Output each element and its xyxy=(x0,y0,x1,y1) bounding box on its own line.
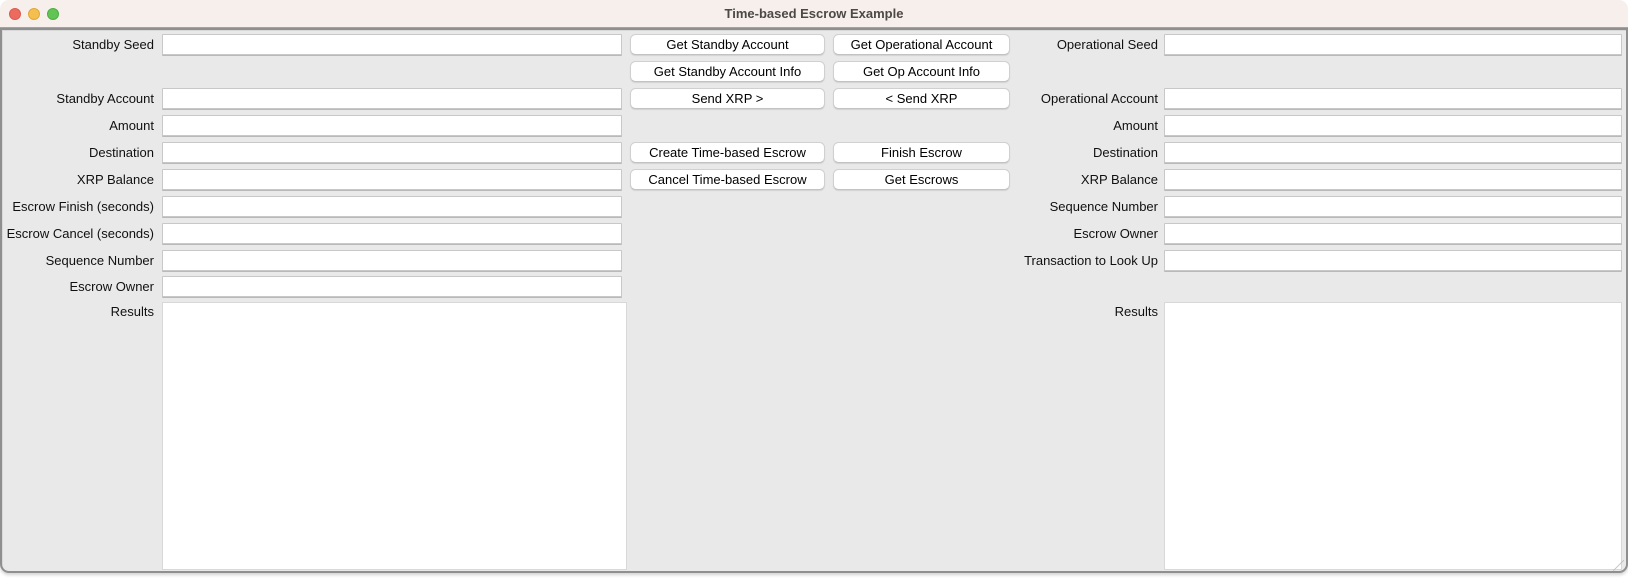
transaction-to-look-up-input[interactable] xyxy=(1164,250,1622,271)
standby-seed-input[interactable] xyxy=(162,34,622,55)
standby-results-textarea[interactable] xyxy=(162,302,627,570)
get-operational-account-button[interactable]: Get Operational Account xyxy=(833,34,1010,55)
operational-amount-input[interactable] xyxy=(1164,115,1622,136)
operational-sequence-number-label: Sequence Number xyxy=(1049,199,1158,214)
operational-results-label: Results xyxy=(1114,304,1158,319)
operational-amount-label: Amount xyxy=(1113,118,1158,133)
traffic-lights xyxy=(9,0,59,27)
operational-seed-input[interactable] xyxy=(1164,34,1622,55)
escrow-cancel-seconds-input[interactable] xyxy=(162,223,622,244)
standby-destination-input[interactable] xyxy=(162,142,622,163)
operational-seed-label: Operational Seed xyxy=(1056,37,1158,52)
standby-xrp-balance-input[interactable] xyxy=(162,169,622,190)
operational-destination-label: Destination xyxy=(1092,145,1158,160)
operational-results-textarea[interactable] xyxy=(1164,302,1622,570)
standby-amount-label: Amount xyxy=(109,118,154,133)
standby-destination-label: Destination xyxy=(88,145,154,160)
get-op-account-info-button[interactable]: Get Op Account Info xyxy=(833,61,1010,82)
standby-escrow-owner-label: Escrow Owner xyxy=(69,279,154,294)
operational-xrp-balance-label: XRP Balance xyxy=(1080,172,1158,187)
get-escrows-button[interactable]: Get Escrows xyxy=(833,169,1010,190)
send-xrp-to-standby-button[interactable]: < Send XRP xyxy=(833,88,1010,109)
standby-escrow-owner-input[interactable] xyxy=(162,276,622,297)
operational-escrow-owner-input[interactable] xyxy=(1164,223,1622,244)
standby-amount-input[interactable] xyxy=(162,115,622,136)
standby-sequence-number-input[interactable] xyxy=(162,250,622,271)
operational-escrow-owner-label: Escrow Owner xyxy=(1073,226,1158,241)
standby-results-label: Results xyxy=(110,304,154,319)
operational-xrp-balance-input[interactable] xyxy=(1164,169,1622,190)
escrow-cancel-seconds-label: Escrow Cancel (seconds) xyxy=(6,226,154,241)
create-time-based-escrow-button[interactable]: Create Time-based Escrow xyxy=(630,142,825,163)
get-standby-account-button[interactable]: Get Standby Account xyxy=(630,34,825,55)
operational-sequence-number-input[interactable] xyxy=(1164,196,1622,217)
escrow-finish-seconds-label: Escrow Finish (seconds) xyxy=(12,199,154,214)
standby-account-input[interactable] xyxy=(162,88,622,109)
minimize-button[interactable] xyxy=(28,8,40,20)
transaction-to-look-up-label: Transaction to Look Up xyxy=(1024,253,1158,268)
standby-account-label: Standby Account xyxy=(56,91,154,106)
zoom-button[interactable] xyxy=(47,8,59,20)
operational-destination-input[interactable] xyxy=(1164,142,1622,163)
standby-seed-label: Standby Seed xyxy=(72,37,154,52)
standby-xrp-balance-label: XRP Balance xyxy=(76,172,154,187)
window-title: Time-based Escrow Example xyxy=(724,6,904,21)
standby-sequence-number-label: Sequence Number xyxy=(45,253,154,268)
operational-account-input[interactable] xyxy=(1164,88,1622,109)
operational-account-label: Operational Account xyxy=(1040,91,1158,106)
get-standby-account-info-button[interactable]: Get Standby Account Info xyxy=(630,61,825,82)
close-button[interactable] xyxy=(9,8,21,20)
cancel-time-based-escrow-button[interactable]: Cancel Time-based Escrow xyxy=(630,169,825,190)
send-xrp-to-operational-button[interactable]: Send XRP > xyxy=(630,88,825,109)
escrow-finish-seconds-input[interactable] xyxy=(162,196,622,217)
titlebar[interactable] xyxy=(0,0,1628,28)
finish-escrow-button[interactable]: Finish Escrow xyxy=(833,142,1010,163)
resize-grip[interactable] xyxy=(1613,560,1624,571)
